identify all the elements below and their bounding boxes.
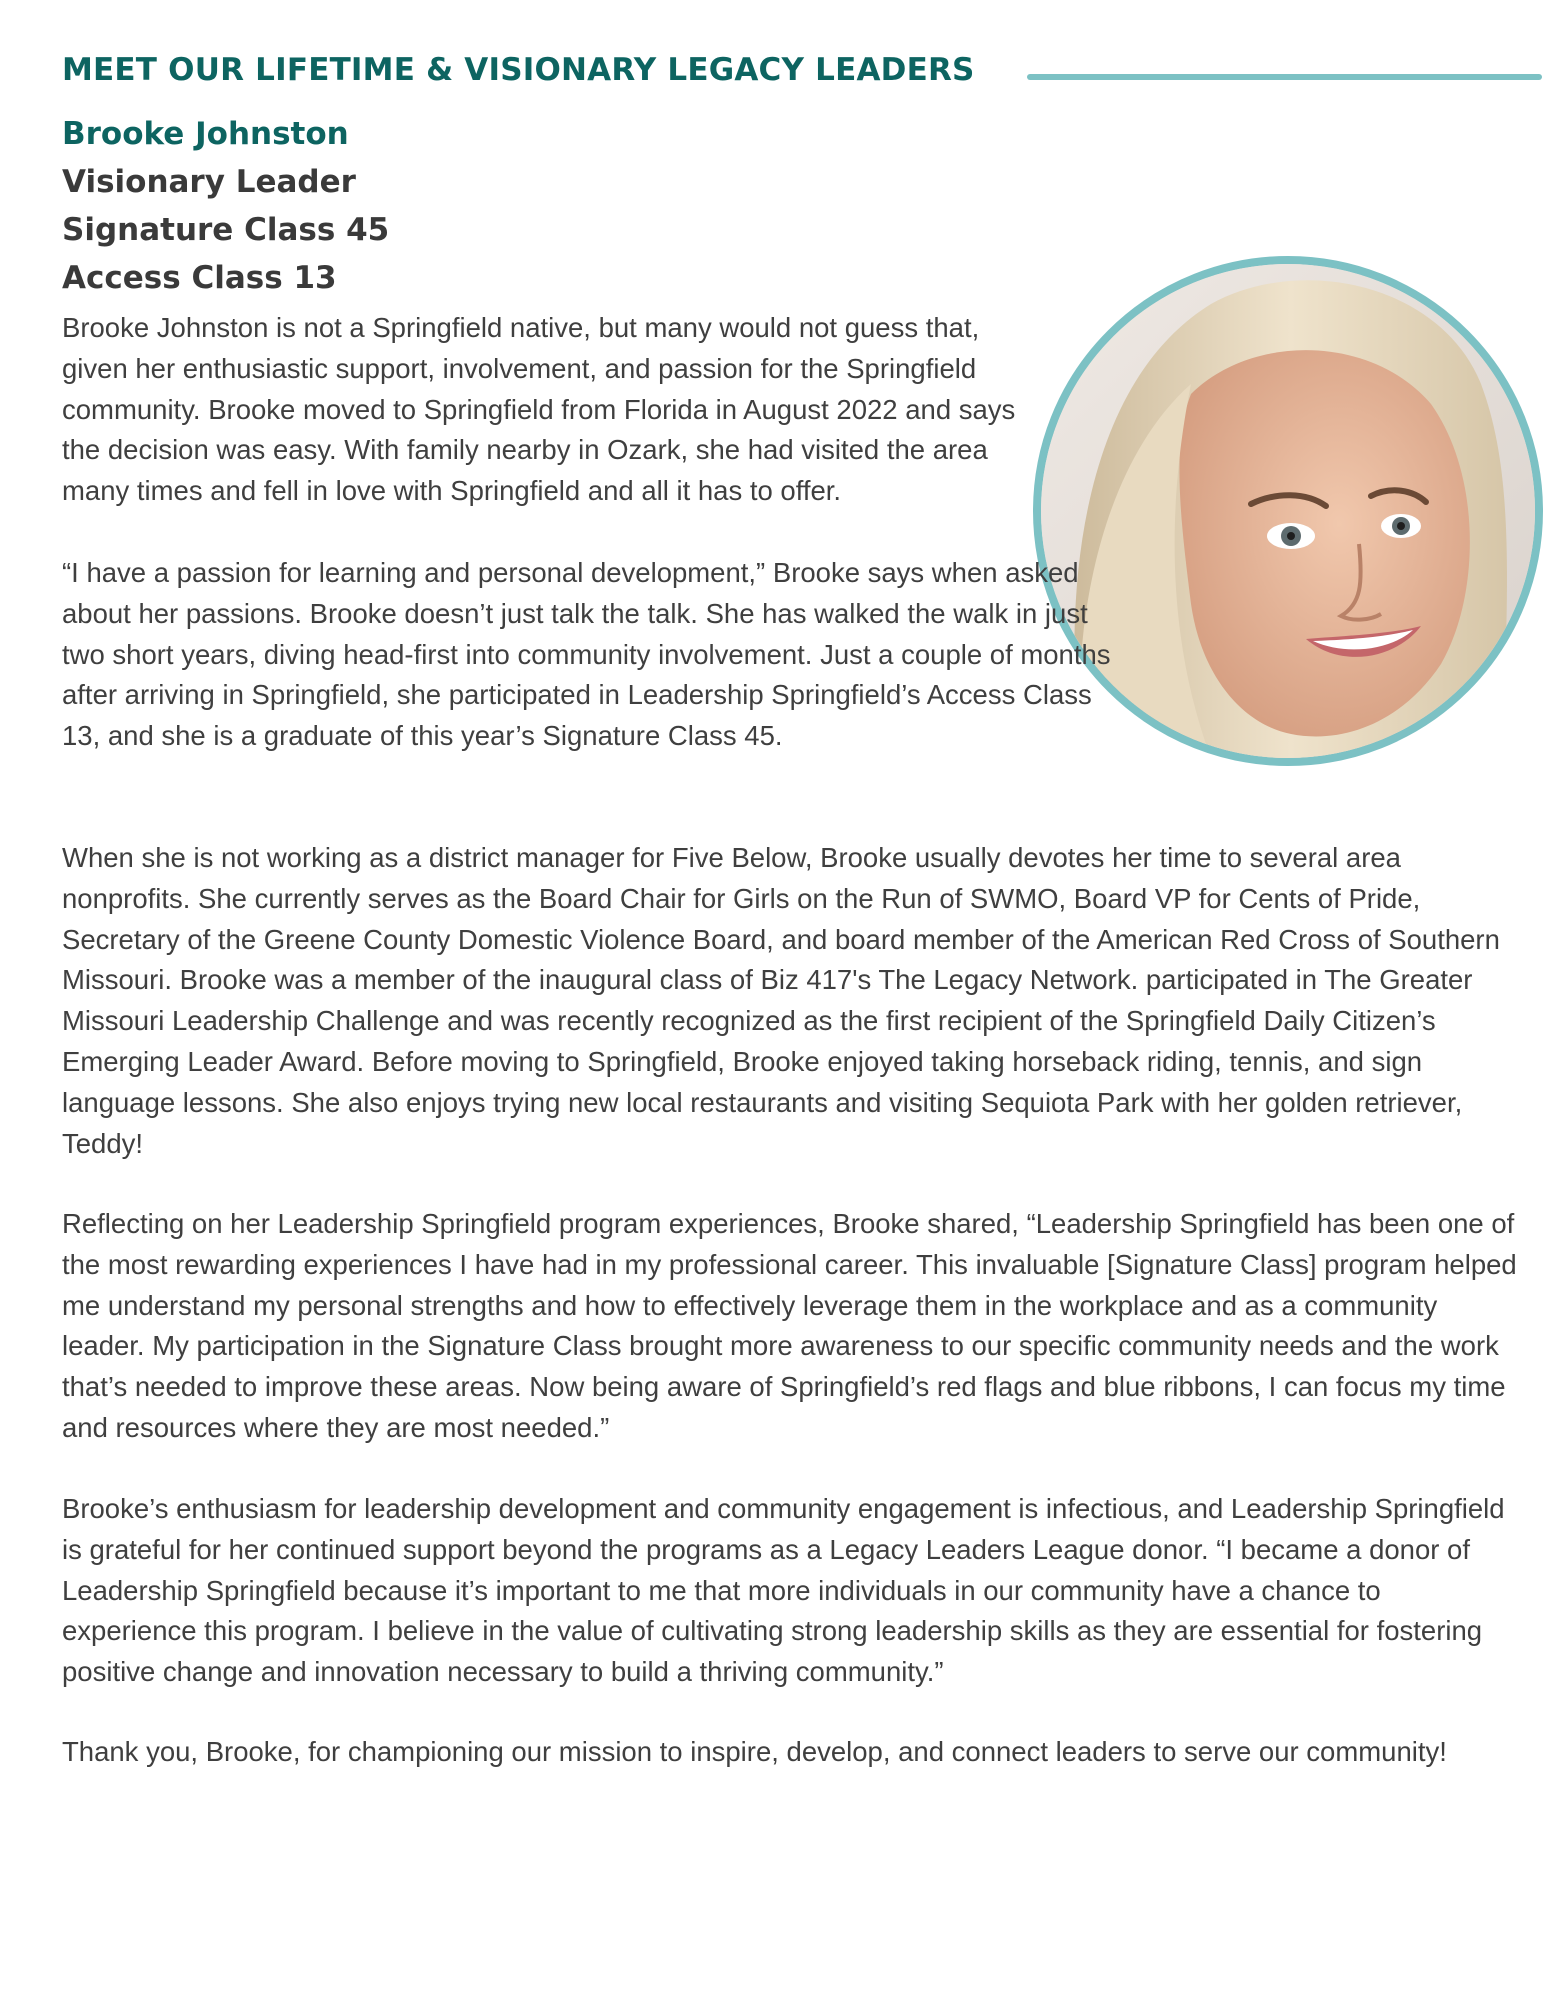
article-paragraph-2: “I have a passion for learning and personal development,” Brooke says when asked about her passions. Brooke doesn’t just talk the talk. She has walked the walk in just two short years, diving head-first into community involvement. Just a couple of months after arriving in Springfield, she participated in Leadership Springfield’s Access Class 13, and she is a graduate of this year’s Signature Class 45.: [62, 557, 1111, 752]
leader-role: Visionary Leader: [62, 164, 356, 200]
leader-name: Brooke Johnston: [62, 116, 349, 152]
leader-signature-class: Signature Class 45: [62, 212, 390, 248]
article-paragraph-4: Reflecting on her Leadership Springfield program experiences, Brooke shared, “Leadership Springfield has been one of the most rewarding experiences I have had in my professional career. This invaluable [Signature Class] program helped me understand my personal strengths and how to effectively leverage them in the workplace and as a community leader. My participation in the Signature Class brought more awareness to our specific community needs and the work that’s needed to improve these areas. Now being aware of Springfield’s red flags and blue ribbons, I can focus my time and resources where they are most needed.”: [62, 1208, 1517, 1443]
section-header: [62, 52, 1482, 102]
title-divider-line: [1027, 74, 1542, 80]
article-paragraph-5: Brooke’s enthusiasm for leadership development and community engagement is infectious, and Leadership Springfield is grateful for her continued support beyond the programs as a Legacy Leaders League donor. “I became a donor of Leadership Springfield because it’s important to me that more individuals in our community have a chance to experience this program. I believe in the value of cultivating strong leadership skills as they are essential for fostering positive change and innovation necessary to build a thriving community.”: [62, 1493, 1505, 1688]
leader-access-class: Access Class 13: [62, 260, 337, 296]
section-title: MEET OUR LIFETIME & VISIONARY LEGACY LEADERS: [62, 52, 975, 88]
article-paragraph-3: When she is not working as a district manager for Five Below, Brooke usually devotes her time to several area nonprofits. She currently serves as the Board Chair for Girls on the Run of SWMO, Board VP for Cents of Pride, Secretary of the Greene County Domestic Violence Board, and board member of the American Red Cross of Southern Missouri. Brooke was a member of the inaugural class of Biz 417's The Legacy Network. participated in The Greater Missouri Leadership Challenge and was recently recognized as the first recipient of the Springfield Daily Citizen’s Emerging Leader Award. Before moving to Springfield, Brooke enjoyed taking horseback riding, tennis, and sign language lessons. She also enjoys trying new local restaurants and visiting Sequiota Park with her golden retriever, Teddy!: [62, 842, 1500, 1159]
article-paragraph-6: Thank you, Brooke, for championing our mission to inspire, develop, and connect leaders to serve our community!: [62, 1736, 1447, 1767]
article-paragraph-1: Brooke Johnston is not a Springfield native, but many would not guess that, given her enthusiastic support, involvement, and passion for the Springfield community. Brooke moved to Springfield from Florida in August 2022 and says the decision was easy. With family nearby in Ozark, she had visited the area many times and fell in love with Springfield and all it has to offer.: [62, 312, 1016, 507]
